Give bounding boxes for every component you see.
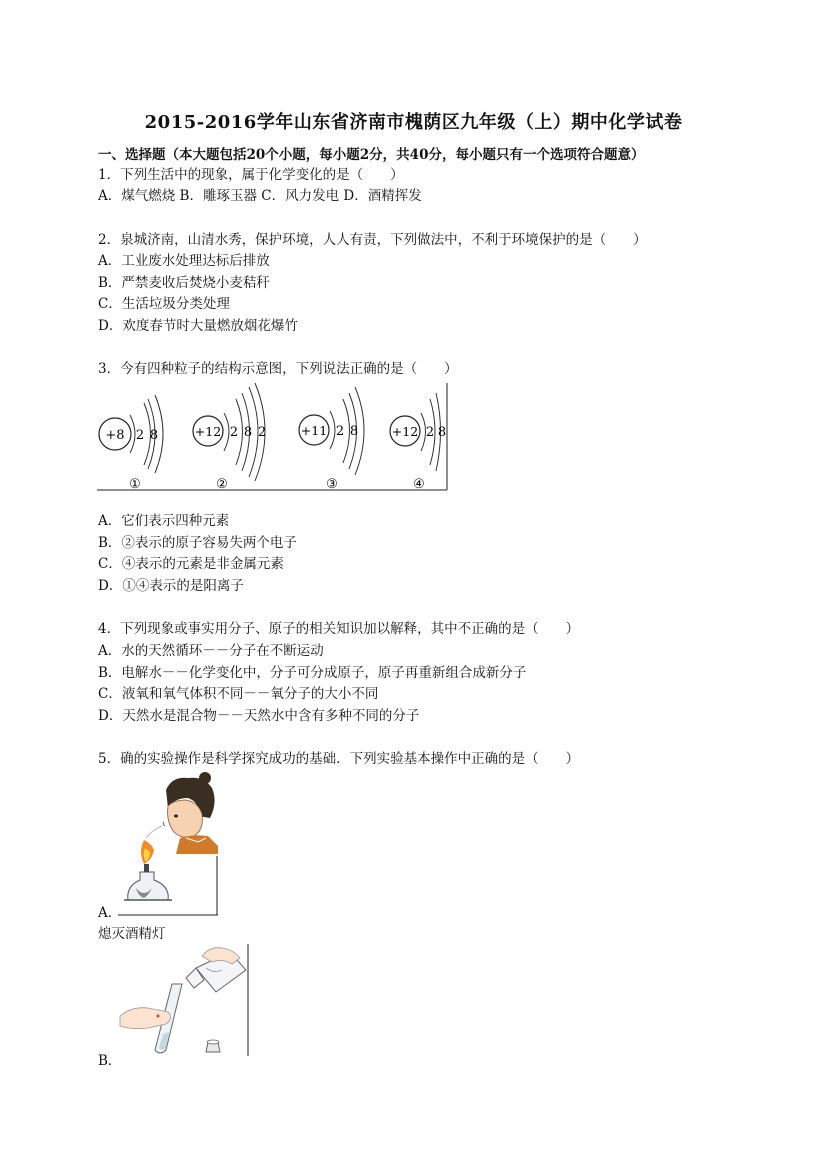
question-3-option-c: C．④表示的元素是非金属元素 <box>98 556 284 572</box>
particle-1-nucleus: +8 <box>105 428 125 443</box>
question-2-option-a: A．工业废水处理达标后排放 <box>98 253 270 269</box>
question-3-option-b: B．②表示的原子容易失两个电子 <box>98 535 297 551</box>
particle-2-label: ② <box>216 477 228 492</box>
particle-1-shell-1: 2 <box>135 428 145 443</box>
particle-2-diagram <box>193 383 266 492</box>
particle-2-shell-1: 2 <box>229 425 239 440</box>
question-4-option-b: B．电解水－－化学变化中，分子可分成原子，原子再重新组合成新分子 <box>98 665 527 681</box>
question-1-options: A．煤气燃烧 B．雕琢玉器 C．风力发电 D．酒精挥发 <box>98 188 422 204</box>
question-2-option-c: C．生活垃圾分类处理 <box>98 296 230 312</box>
particle-1-shell-2: 8 <box>149 428 159 443</box>
particle-4-shell-1: 2 <box>425 425 435 440</box>
pouring-liquid-figure <box>118 944 250 1058</box>
particle-3-label: ③ <box>326 477 338 492</box>
question-5-stem: 5．确的实验操作是科学探究成功的基础．下列实验基本操作中正确的是（ ） <box>98 751 580 767</box>
question-3-option-a: A．它们表示四种元素 <box>98 513 230 529</box>
particle-2-nucleus: +12 <box>194 424 222 439</box>
particle-3-diagram <box>299 387 364 492</box>
particle-4-shell-2: 8 <box>437 425 447 440</box>
question-3-stem: 3．今有四种粒子的结构示意图，下列说法正确的是（ ） <box>98 361 458 377</box>
particle-4-label: ④ <box>413 477 425 492</box>
particle-1-label: ① <box>129 477 141 492</box>
question-4-option-d: D．天然水是混合物－－天然水中含有多种不同的分子 <box>98 708 420 724</box>
question-2-option-b: B．严禁麦收后焚烧小麦秸秆 <box>98 275 270 291</box>
question-2-option-d: D．欢度春节时大量燃放烟花爆竹 <box>98 318 298 334</box>
question-3-option-d: D．①④表示的是阳离子 <box>98 578 244 594</box>
particle-4-diagram <box>390 393 446 492</box>
question-5-option-a-label: A． <box>98 905 122 921</box>
particle-3-nucleus: +11 <box>300 423 328 438</box>
particle-2-shell-2: 8 <box>243 425 253 440</box>
question-5-option-b-label: B． <box>98 1053 122 1069</box>
particle-1-diagram <box>99 395 163 492</box>
question-4-option-c: C．液氧和氧气体积不同－－氧分子的大小不同 <box>98 686 379 702</box>
particle-3-shell-1: 2 <box>335 424 345 439</box>
particle-4-nucleus: +12 <box>391 424 419 439</box>
question-1-stem: 1．下列生活中的现象，属于化学变化的是（ ） <box>98 167 404 183</box>
question-4-stem: 4．下列现象或事实用分子、原子的相关知识加以解释，其中不正确的是（ ） <box>98 621 580 637</box>
particle-3-shell-2: 8 <box>349 424 359 439</box>
question-5-option-a-caption: 熄灭酒精灯 <box>98 926 166 942</box>
blowing-out-alcohol-lamp-figure <box>118 772 220 917</box>
question-4-option-a: A．水的天然循环－－分子在不断运动 <box>98 643 324 659</box>
question-2-stem: 2．泉城济南，山清水秀，保护环境，人人有责，下列做法中，不利于环境保护的是（ ） <box>98 232 647 248</box>
page-title: 2015-2016学年山东省济南市槐荫区九年级（上）期中化学试卷 <box>144 112 683 133</box>
particle-structure-figure <box>97 381 449 493</box>
section-heading: 一、选择题（本大题包括20个小题，每小题2分，共40分，每小题只有一个选项符合题意） <box>98 147 645 163</box>
particle-2-shell-3: 2 <box>257 425 267 440</box>
